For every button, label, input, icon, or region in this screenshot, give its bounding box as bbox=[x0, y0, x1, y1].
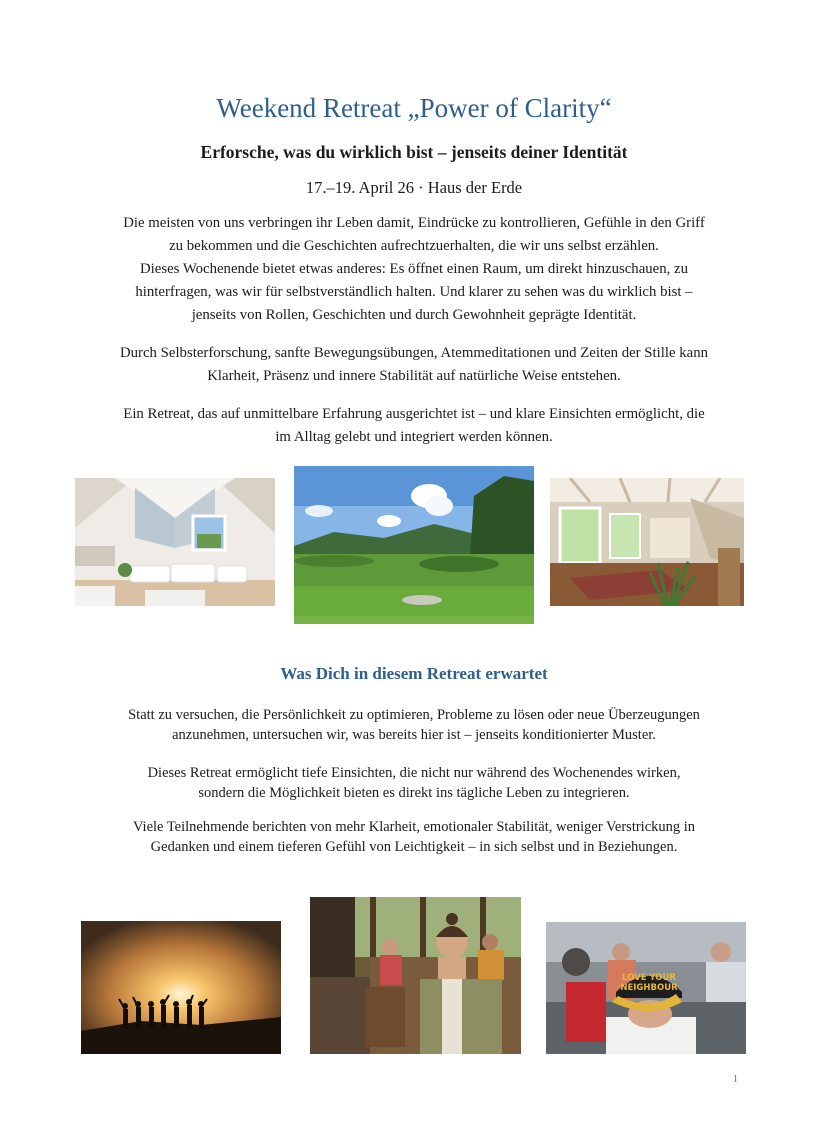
intro-paragraph-3 bbox=[0, 403, 828, 449]
bedroom-photo bbox=[75, 478, 275, 606]
section-heading: Was Dich in diesem Retreat erwartet bbox=[280, 664, 548, 683]
text-line: Klarheit, Präsenz und innere Stabilität auf natürliche Weise entstehen. bbox=[207, 368, 621, 384]
text-line: sondern die Möglichkeit bieten es direkt ins tägliche Leben zu integrieren. bbox=[198, 784, 630, 801]
section-paragraph-1 bbox=[0, 706, 828, 745]
cap-man-photo bbox=[546, 922, 746, 1054]
page-number: 1 bbox=[733, 1074, 738, 1085]
text-line: Dieses Retreat ermöglicht tiefe Einsichten, die nicht nur während des Wochenendes wirken, bbox=[147, 765, 681, 781]
text-line: hinterfragen, was wir für selbstverständlich halten. Und klarer zu sehen was du wirklich bist – bbox=[135, 284, 693, 300]
text-line: Ein Retreat, das auf unmittelbare Erfahrung ausgerichtet ist – und klare Einsichten ermöglicht, die bbox=[123, 406, 705, 422]
text-line: Viele Teilnehmende berichten von mehr Klarheit, emotionaler Stabilität, weniger Verstrickung in bbox=[132, 819, 696, 835]
sunset-group-photo bbox=[81, 921, 281, 1054]
landscape-photo bbox=[294, 466, 534, 624]
intro-paragraph-1 bbox=[0, 212, 828, 327]
text-line: jenseits von Rollen, Geschichten und durch Gewohnheit geprägte Identität. bbox=[191, 307, 637, 323]
text-line: Die meisten von uns verbringen ihr Leben damit, Eindrücke zu kontrollieren, Gefühle in den Griff bbox=[123, 215, 705, 231]
text-line: anzunehmen, untersuchen wir, was bereits hier ist – jenseits konditionierter Muster. bbox=[172, 726, 656, 743]
text-line: Dieses Wochenende bietet etwas anderes: Es öffnet einen Raum, um direkt hinzuschauen, zu bbox=[139, 261, 689, 277]
cap-text-line-2: NEIGHBOUR bbox=[620, 983, 678, 993]
group-conversation-photo bbox=[310, 897, 521, 1054]
cap-text-line-1: LOVE YOUR bbox=[622, 973, 676, 983]
hall-photo bbox=[550, 478, 744, 606]
event-date-location: 17.–19. April 26 · Haus der Erde bbox=[305, 178, 523, 197]
document-subtitle: Erforsche, was du wirklich bist – jenseits deiner Identität bbox=[200, 142, 628, 162]
text-line: im Alltag gelebt und integriert werden können. bbox=[275, 429, 553, 445]
intro-paragraph-2 bbox=[0, 342, 828, 388]
document-title: Weekend Retreat „Power of Clarity“ bbox=[216, 93, 612, 123]
text-line: zu bekommen und die Geschichten aufrechtzuerhalten, die wir uns selbst erzählen. bbox=[169, 238, 659, 254]
text-line: Statt zu versuchen, die Persönlichkeit zu optimieren, Probleme zu lösen oder neue Überzeugungen bbox=[128, 707, 700, 723]
text-line: Durch Selbsterforschung, sanfte Bewegungsübungen, Atemmeditationen und Zeiten der Stille kann bbox=[119, 345, 709, 361]
section-paragraph-3 bbox=[0, 818, 828, 857]
section-paragraph-2 bbox=[0, 764, 828, 803]
text-line: Gedanken und einem tieferen Gefühl von Leichtigkeit – in sich selbst und in Beziehungen. bbox=[150, 838, 678, 855]
